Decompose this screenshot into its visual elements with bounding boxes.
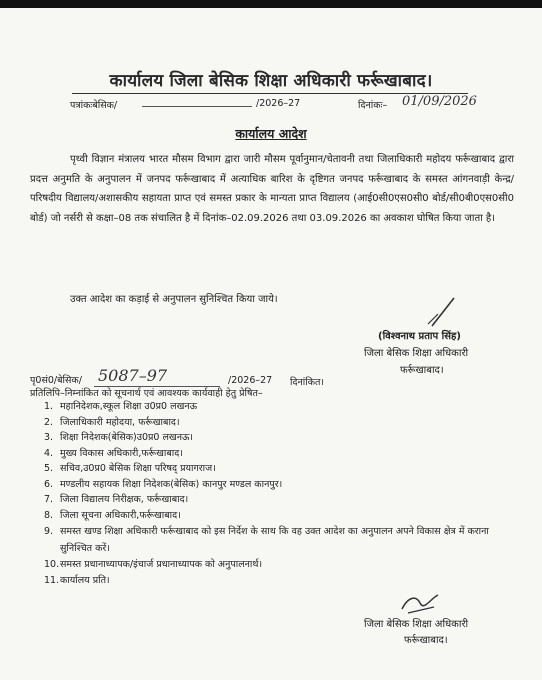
list-item-text: मुख्य विकास अधिकारी,फर्रूखाबाद। bbox=[60, 447, 183, 459]
list-item-text: समस्त खण्ड शिक्षा अधिकारी फर्रूखाबाद को इस निर्देश के साथ कि वह उक्त आदेश का अनुपालन अपने विकास क्षेत्र में कराना सुनिश्चित करें। bbox=[60, 526, 489, 554]
list-item-text: सचिव,उ0प्र0 बेसिक शिक्षा परिषद् प्रयागराज। bbox=[60, 463, 216, 474]
recipient-list bbox=[44, 399, 514, 588]
list-item-text: शिक्षा निदेशक(बेसिक)उ0प्र0 लखनऊ। bbox=[60, 432, 194, 443]
list-item bbox=[44, 492, 514, 508]
list-item-text: जिलाधिकारी महोदया, फर्रूखाबाद। bbox=[60, 416, 180, 428]
footer-signature-icon bbox=[398, 591, 444, 617]
office-title: कार्यालय जिला बेसिक शिक्षा अधिकारी फर्रूखाबाद। bbox=[109, 71, 433, 91]
footer-designation: जिला बेसिक शिक्षा अधिकारी bbox=[364, 619, 469, 630]
list-item-text: समस्त प्रधानाध्यापक/इंचार्ज प्रधानाध्यापक को अनुपालनार्थ। bbox=[60, 559, 263, 570]
list-item-text: कार्यालय प्रति। bbox=[60, 574, 110, 586]
handwritten-date: 01/09/2026 bbox=[402, 94, 477, 109]
list-item bbox=[44, 399, 514, 415]
list-item-text: जिला विद्यालय निरीक्षक, फर्रूखाबाद। bbox=[60, 494, 189, 505]
list-item bbox=[44, 430, 514, 446]
date-label: दिनांकः– bbox=[358, 100, 388, 111]
signatory-designation: जिला बेसिक शिक्षा अधिकारी bbox=[364, 348, 469, 359]
compliance-paragraph: उक्त आदेश का कड़ाई से अनुपालन सुनिश्चित किया जाये। bbox=[70, 294, 278, 305]
list-item bbox=[44, 446, 514, 462]
order-paragraph: पृथ्वी विज्ञान मंत्रालय भारत मौसम विभाग द्वारा जारी मौसम पूर्वानुमान/चेतावनी तथा जिलाधिकारी महोदय फर्रूखाबाद द्वारा प्रदत्त अनुमति के अनुपालन में जनपद फर्रूखाबाद में अत्याधिक बारिश के दृष्टिगत जनपद फर्रूखाबाद के समस्त आंगनवाड़ी केन्द्र/परिषदीय विद्यालय/अशासकीय सहायता प्राप्त एवं समस्त प्रकार के मान्यता प्राप्त विद्यालय (आई0सी0एस0सी0 बोर्ड/सी0बी0एस0सी0 बोर्ड) जो नर्सरी से कक्षा–08 तक संचालित है में दिनांक–02.09.2026 तथा 03.09.2026 का अवकाश घोषित किया जाता है। bbox=[30, 154, 514, 224]
list-item bbox=[44, 557, 514, 573]
footer-place: फर्रूखाबाद। bbox=[404, 635, 448, 646]
list-item-number: 1. bbox=[44, 401, 54, 412]
list-item-number: 4. bbox=[44, 447, 54, 459]
list-item-number: 11. bbox=[44, 574, 60, 586]
list-item bbox=[44, 523, 514, 557]
list-item-text: मण्डलीय सहायक शिक्षा निदेशक(बेसिक) कानपुर मण्डल कानपुर। bbox=[60, 478, 283, 490]
list-item bbox=[44, 573, 514, 589]
copy-intro: प्रतिलिपि–निम्नांकित को सूचनार्थ एवं आवश्यक कार्यवाही हेतु प्रेषित– bbox=[30, 388, 263, 399]
list-item-text: जिला सूचना अधिकारी,फर्रूखाबाद। bbox=[60, 509, 181, 521]
list-item bbox=[44, 461, 514, 477]
endorsement-date-label: दिनांकित। bbox=[290, 377, 325, 388]
list-item-number: 3. bbox=[44, 432, 54, 443]
signatory-name: (विश्वनाथ प्रताप सिंह) bbox=[378, 331, 461, 342]
letter-number-blank bbox=[142, 106, 252, 107]
list-item-number: 6. bbox=[44, 478, 54, 490]
list-item-number: 8. bbox=[44, 509, 54, 521]
list-item-number: 2. bbox=[44, 416, 54, 428]
list-item-number: 10. bbox=[44, 559, 60, 570]
endorsement-ref-label: पृ0सं0/बेसिक/ bbox=[30, 375, 82, 386]
letter-number-year: /2026–27 bbox=[256, 98, 301, 109]
list-item-number: 7. bbox=[44, 494, 54, 505]
list-item bbox=[44, 477, 514, 493]
signatory-place: फर्रूखाबाद। bbox=[400, 365, 444, 376]
endorsement-ref-year: /2026–27 bbox=[228, 375, 273, 386]
list-item bbox=[44, 415, 514, 431]
letter-number-label: पत्रांकःबेसिक/ bbox=[70, 100, 118, 111]
list-item-number: 9. bbox=[44, 526, 54, 537]
list-item-number: 5. bbox=[44, 463, 54, 474]
list-item-text: महानिदेशक,स्कूल शिक्षा उ0प्र0 लखनऊ bbox=[60, 401, 198, 412]
signature-scribble-icon bbox=[392, 294, 462, 330]
document-page bbox=[0, 8, 542, 680]
list-item bbox=[44, 508, 514, 524]
handwritten-ref-number: 5087–97 bbox=[98, 366, 168, 385]
order-title: कार्यालय आदेश bbox=[235, 126, 307, 141]
